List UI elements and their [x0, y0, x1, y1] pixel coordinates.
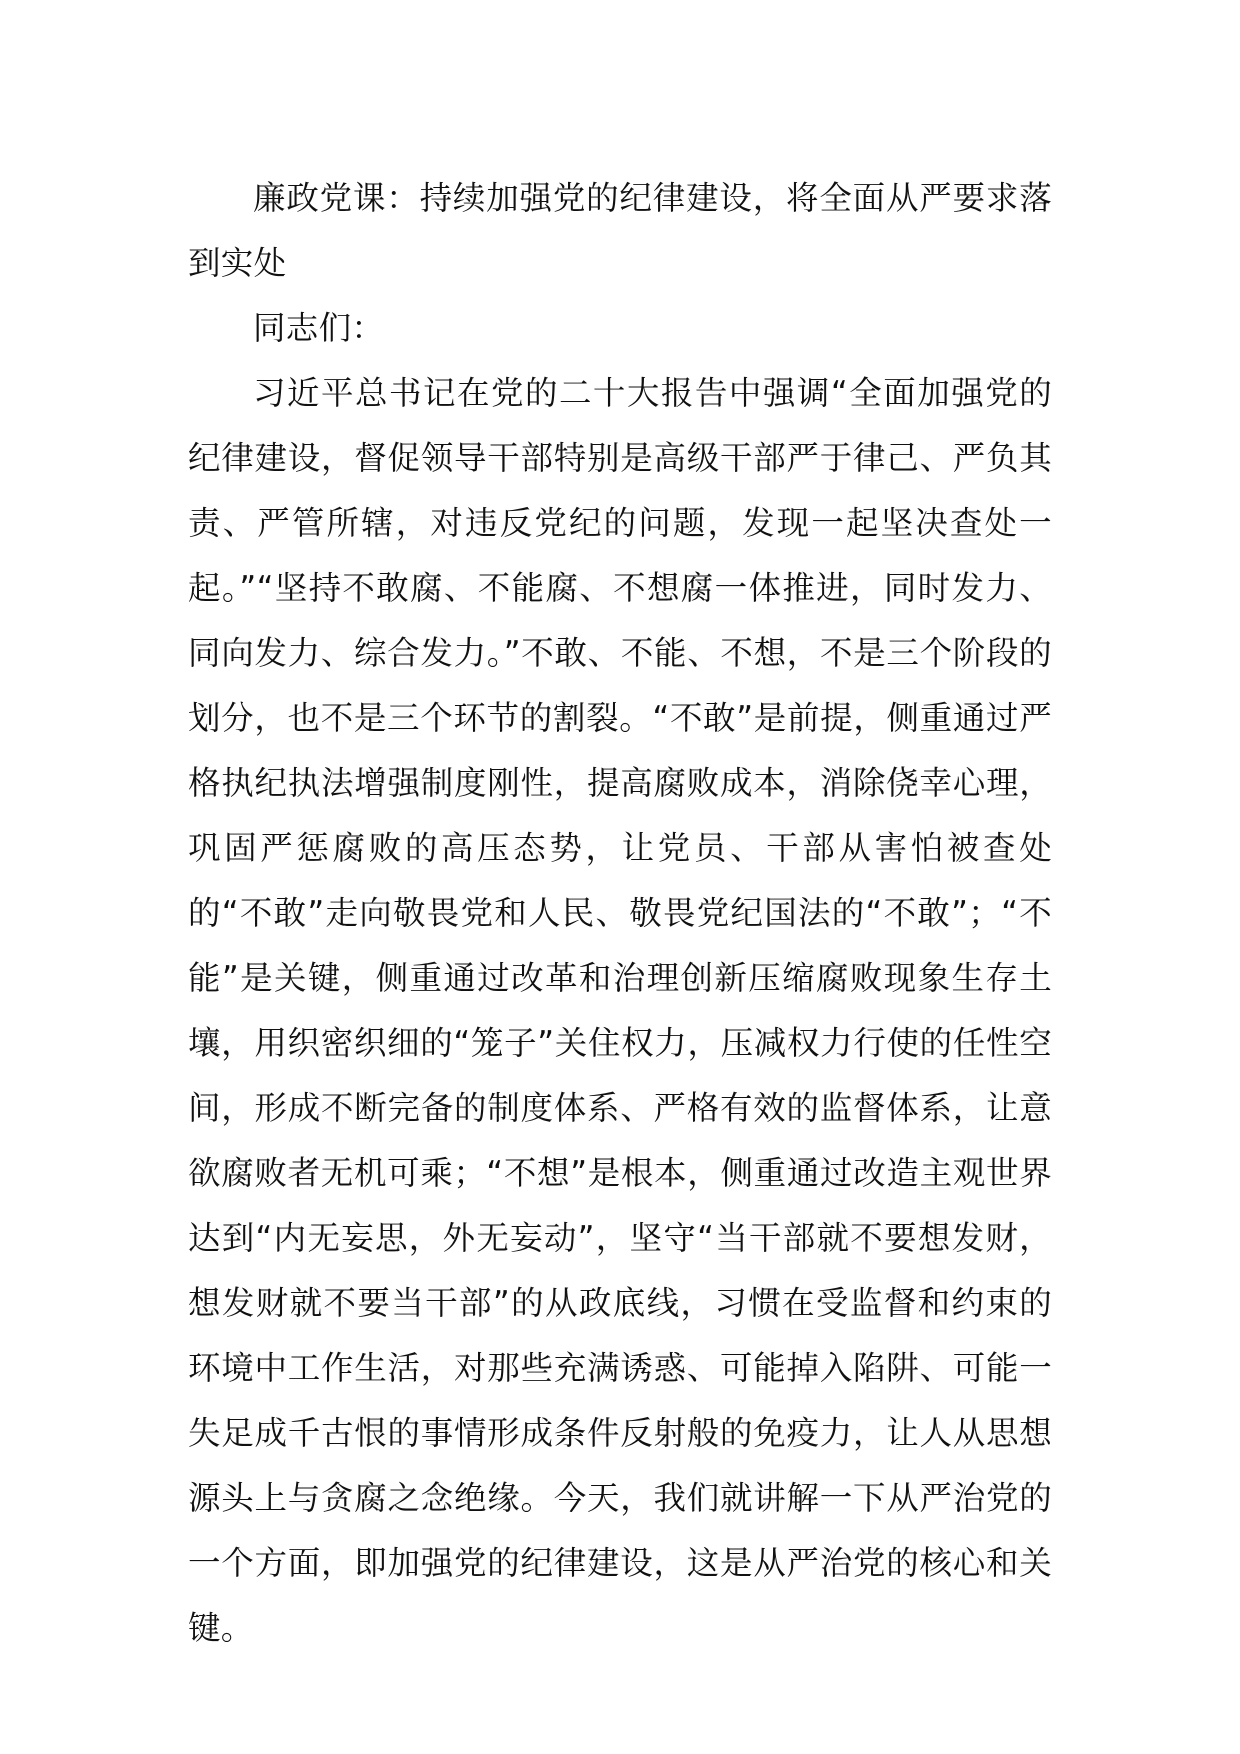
document-paragraph: 习近平总书记在党的二十大报告中强调“全面加强党的纪律建设，督促领导干部特别是高级干部严于律己、严负其责、严管所辖，对违反党纪的问题，发现一起坚决查处一起。”“坚持不敢腐、不能腐、不想腐一体推进，同时发力、同向发力、综合发力。”不敢、不能、不想，不是三个阶段的划分，也不是三个环节的割裂。“不敢”是前提，侧重通过严格执纪执法增强制度刚性，提高腐败成本，消除侥幸心理，巩固严惩腐败的高压态势，让党员、干部从害怕被查处的“不敢”走向敬畏党和人民、敬畏党纪国法的“不敢”；“不能”是关键，侧重通过改革和治理创新压缩腐败现象生存土壤，用织密织细的“笼子”关住权力，压减权力行使的任性空间，形成不断完备的制度体系、严格有效的监督体系，让意欲腐败者无机可乘；“不想”是根本，侧重通过改造主观世界达到“内无妄思，外无妄动”，坚守“当干部就不要想发财，想发财就不要当干部”的从政底线，习惯在受监督和约束的环境中工作生活，对那些充满诱惑、可能掉入陷阱、可能一失足成千古恨的事情形成条件反射般的免疫力，让人从思想源头上与贪腐之念绝缘。今天，我们就讲解一下从严治党的一个方面，即加强党的纪律建设，这是从严治党的核心和关键。 — [188, 374, 1052, 1647]
document-body — [188, 166, 1052, 1661]
document-salutation: 同志们： — [253, 309, 385, 347]
document-title: 廉政党课：持续加强党的纪律建设，将全面从严要求落到实处 — [188, 179, 1052, 282]
